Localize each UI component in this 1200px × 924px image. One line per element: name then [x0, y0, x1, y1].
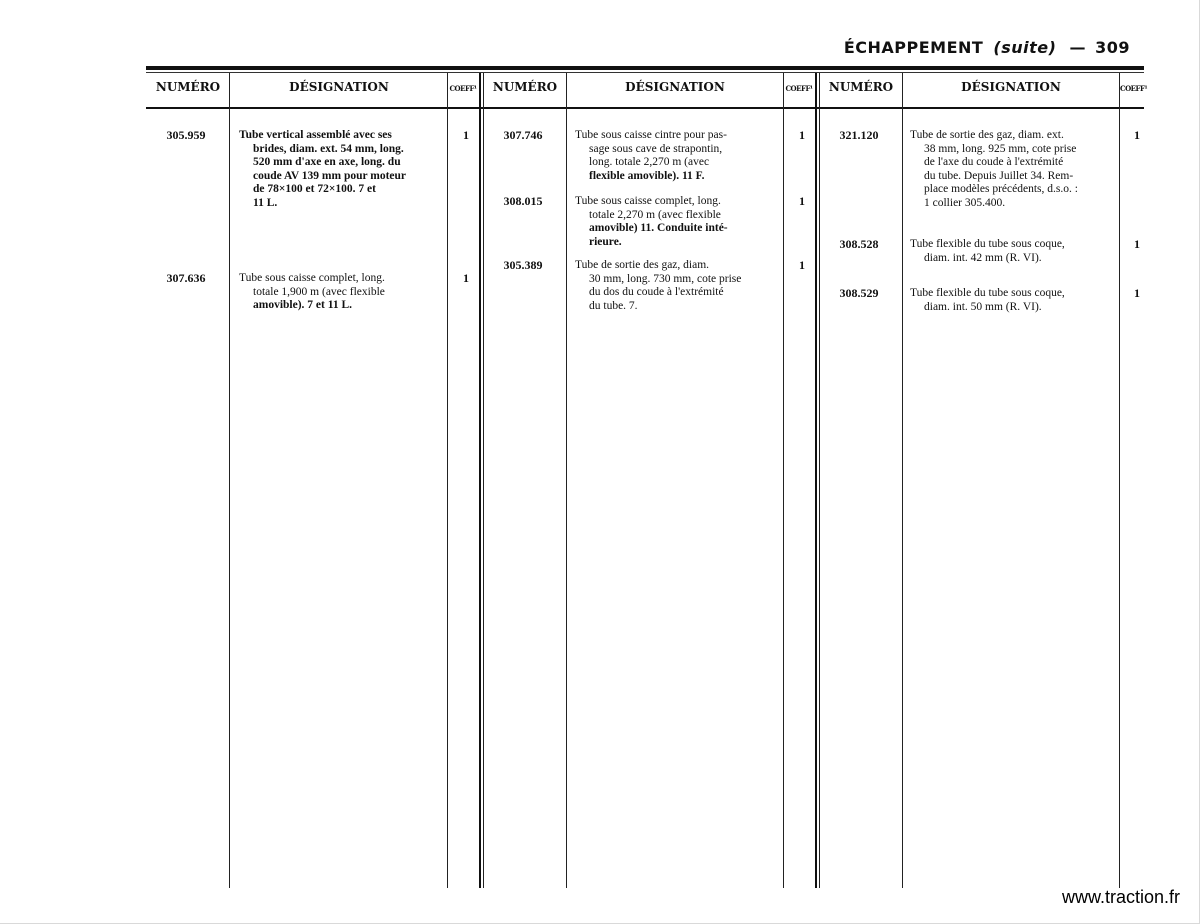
- desc-line: 1 collier 305.400.: [924, 196, 1006, 209]
- page-number: 309: [1095, 38, 1130, 57]
- part-number: 307.636: [166, 271, 206, 285]
- part-quantity: 1: [799, 258, 805, 272]
- part-description: [575, 259, 780, 313]
- desc-line: du dos du coude à l'extrémité: [589, 286, 724, 299]
- desc-line: totale 2,270 m (avec flexible: [589, 208, 721, 221]
- part-description: [910, 129, 1115, 211]
- header-dash: —: [1069, 38, 1087, 57]
- desc-line: 38 mm, long. 925 mm, cote prise: [924, 142, 1077, 155]
- part-quantity: 1: [799, 128, 805, 142]
- desc-line: rieure.: [589, 235, 622, 248]
- top-rule-thin: [146, 72, 1144, 73]
- desc-line: Tube flexible du tube sous coque,: [910, 287, 1065, 299]
- header-designation-2: DÉSIGNATION: [625, 80, 725, 94]
- part-number: 308.528: [839, 237, 879, 251]
- part-number: 307.746: [503, 128, 543, 142]
- col-divider: [902, 73, 903, 888]
- col-divider: [783, 73, 784, 888]
- desc-line: diam. int. 42 mm (R. VI).: [924, 251, 1042, 264]
- part-quantity: 1: [799, 194, 805, 208]
- desc-line: flexible amovible). 11 F.: [589, 169, 705, 182]
- section-divider: [479, 73, 481, 888]
- site-watermark: www.traction.fr: [1061, 887, 1180, 907]
- header-designation-1: DÉSIGNATION: [289, 80, 389, 94]
- part-description: [575, 195, 780, 249]
- desc-line: place modèles précédents, d.s.o. :: [924, 183, 1078, 196]
- header-designation-3: DÉSIGNATION: [961, 80, 1061, 94]
- desc-line: amovible) 11. Conduite inté-: [589, 222, 728, 235]
- desc-line: totale 1,900 m (avec flexible: [253, 285, 385, 298]
- top-rule: [146, 66, 1144, 70]
- col-divider: [566, 73, 567, 888]
- part-description: [575, 129, 780, 183]
- part-quantity: 1: [1134, 286, 1140, 300]
- desc-line: 520 mm d'axe en axe, long. du: [253, 156, 401, 169]
- page-header: [844, 38, 1130, 57]
- header-coeff-2: COEFF¹: [785, 84, 813, 93]
- desc-line: Tube vertical assemblé avec ses: [239, 129, 392, 141]
- section-suite: (suite): [993, 38, 1057, 57]
- desc-line: de 78×100 et 72×100. 7 et: [253, 183, 376, 196]
- desc-line: Tube de sortie des gaz, diam. ext.: [910, 129, 1064, 141]
- part-quantity: 1: [463, 128, 469, 142]
- part-number: 321.120: [839, 128, 879, 142]
- desc-line: diam. int. 50 mm (R. VI).: [924, 300, 1042, 313]
- desc-line: long. totale 2,270 m (avec: [589, 156, 710, 169]
- desc-line: 30 mm, long. 730 mm, cote prise: [589, 272, 742, 285]
- header-numero-1: NUMÉRO: [155, 80, 221, 94]
- header-coeff-1: COEFF¹: [449, 84, 477, 93]
- part-number: 308.015: [503, 194, 543, 208]
- part-quantity: 1: [1134, 237, 1140, 251]
- desc-line: Tube flexible du tube sous coque,: [910, 238, 1065, 250]
- desc-line: sage sous cave de strapontin,: [589, 142, 723, 155]
- desc-line: Tube sous caisse cintre pour pas-: [575, 129, 727, 141]
- col-divider: [1119, 73, 1120, 888]
- desc-line: du tube. 7.: [589, 299, 638, 312]
- part-description: [910, 238, 1115, 265]
- desc-line: Tube de sortie des gaz, diam.: [575, 259, 710, 271]
- col-divider: [447, 73, 448, 888]
- section-divider: [815, 73, 817, 888]
- header-rule: [146, 107, 1144, 109]
- header-numero-2: NUMÉRO: [492, 80, 558, 94]
- desc-line: 11 L.: [253, 196, 278, 209]
- desc-line: du tube. Depuis Juillet 34. Rem-: [924, 169, 1074, 182]
- section-divider: [819, 73, 820, 888]
- part-description: [239, 129, 444, 211]
- desc-line: brides, diam. ext. 54 mm, long.: [253, 142, 404, 155]
- part-quantity: 1: [463, 271, 469, 285]
- part-description: [910, 287, 1115, 314]
- part-number: 308.529: [839, 286, 879, 300]
- part-number: 305.959: [166, 128, 206, 142]
- header-numero-3: NUMÉRO: [828, 80, 894, 94]
- desc-line: Tube sous caisse complet, long.: [239, 272, 385, 284]
- desc-line: Tube sous caisse complet, long.: [575, 195, 721, 207]
- desc-line: amovible). 7 et 11 L.: [253, 299, 353, 312]
- part-quantity: 1: [1134, 128, 1140, 142]
- desc-line: de l'axe du coude à l'extrémité: [924, 156, 1064, 169]
- section-title: ÉCHAPPEMENT: [843, 38, 984, 57]
- part-number: 305.389: [503, 258, 543, 272]
- section-divider: [483, 73, 484, 888]
- col-divider: [229, 73, 230, 888]
- desc-line: coude AV 139 mm pour moteur: [253, 169, 407, 182]
- part-description: [239, 272, 444, 313]
- header-coeff-3: COEFF¹: [1120, 84, 1148, 93]
